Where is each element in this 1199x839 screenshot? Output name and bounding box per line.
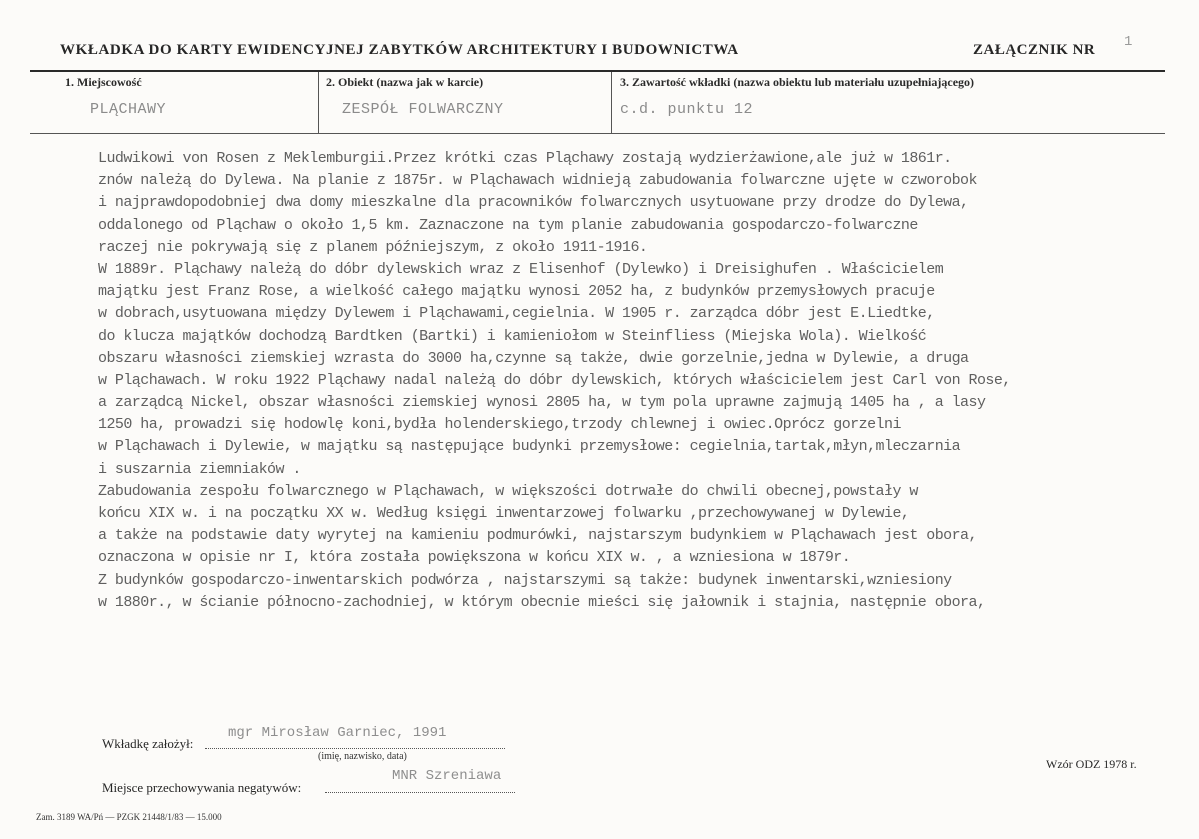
- text-line: a także na podstawie daty wyrytej na kamieniu podmurówki, najstarszym budynkiem w Pląchawach jest obora,: [98, 527, 977, 545]
- text-line: raczej nie pokrywają się z planem późniejszym, z około 1911-1916.: [98, 238, 648, 256]
- template-version: Wzór ODZ 1978 r.: [1046, 757, 1137, 771]
- location-label: 1. Miejscowość: [65, 75, 142, 89]
- storage-value: MNR Szreniawa: [392, 768, 502, 784]
- object-label: 2. Obiekt (nazwa jak w karcie): [326, 75, 484, 89]
- fields-rule: [30, 133, 1165, 134]
- text-line: majątku jest Franz Rose, a wielkość całego majątku wynosi 2052 ha, z budynków przemysłowych pracuje: [98, 283, 935, 301]
- text-line: i suszarnia ziemniaków .: [98, 460, 301, 478]
- object-value: ZESPÓŁ FOLWARCZNY: [342, 101, 504, 118]
- author-label: Wkładkę założył:: [102, 736, 194, 751]
- storage-label: Miejsce przechowywania negatywów:: [102, 780, 302, 795]
- attachment-number: 1: [1124, 34, 1133, 50]
- content-label: 3. Zawartość wkładki (nazwa obiektu lub materiału uzupełniającego): [620, 75, 975, 89]
- text-line: i najprawdopodobniej dwa domy mieszkalne dla pracowników folwarcznych usytuowane przy drodze do Dylewa,: [98, 194, 969, 212]
- text-line: w Pląchawach i Dylewie, w majątku są następujące budynki przemysłowe: cegielnia,tartak,młyn,mleczarnia: [98, 438, 961, 456]
- text-line: oddalonego od Pląchaw o około 1,5 km. Zaznaczone na tym planie zabudowania gospodarczo-folwarczne: [98, 216, 918, 234]
- text-line: w 1880r., w ścianie północno-zachodniej, w którym obecnie mieści się jałownik i stajnia, następnie obora,: [98, 593, 986, 611]
- field-divider: [611, 72, 612, 133]
- body-text: [98, 148, 1183, 614]
- content-value: c.d. punktu 12: [620, 101, 754, 118]
- text-line: obszaru własności ziemskiej wzrasta do 3000 ha,czynne są także, dwie gorzelnie,jedna w Dylewie, a druga: [98, 349, 969, 367]
- author-line: [205, 748, 505, 749]
- text-line: W 1889r. Pląchawy należą do dóbr dylewskich wraz z Elisenhof (Dylewko) i Dreisighufen . Właścicielem: [98, 260, 944, 278]
- text-line: Zabudowania zespołu folwarcznego w Pląchawach, w większości dotrwałe do chwili obecnej,powstały w: [98, 482, 918, 500]
- text-line: znów należą do Dylewa. Na planie z 1875r. w Pląchawach widnieją zabudowania folwarczne ujęte w czworobok: [98, 172, 977, 190]
- text-line: 1250 ha, prowadzi się hodowlę koni,bydła holenderskiego,trzody chlewnej i owiec.Oprócz gorzelni: [98, 416, 901, 434]
- storage-line: [325, 792, 515, 793]
- text-line: do klucza majątków dochodzą Bardtken (Bartki) i kamieniołom w Steinfliess (Miejska Wola). Wielkość: [98, 327, 927, 345]
- text-line: oznaczona w opisie nr I, która została powiększona w końcu XIX w. , a wzniesiona w 1879r.: [98, 549, 851, 567]
- text-line: Z budynków gospodarczo-inwentarskich podwórza , najstarszymi są także: budynek inwentarski,wzniesiony: [98, 571, 952, 589]
- form-title: WKŁADKA DO KARTY EWIDENCYJNEJ ZABYTKÓW ARCHITEKTURY I BUDOWNICTWA: [60, 42, 739, 58]
- header-rule: [30, 70, 1165, 72]
- attachment-label: ZAŁĄCZNIK NR: [973, 42, 1096, 58]
- text-line: a zarządcą Nickel, obszar własności ziemskiej wynosi 2805 ha, w tym pola uprawne zajmują 1405 ha , a lasy: [98, 394, 986, 412]
- text-line: w dobrach,usytuowana między Dylewem i Pląchawami,cegielnia. W 1905 r. zarządca dóbr jest E.Liedtke,: [98, 305, 935, 323]
- author-value: mgr Mirosław Garniec, 1991: [228, 725, 447, 741]
- text-line: końcu XIX w. i na początku XX w. Według księgi inwentarzowej folwarku ,przechowywanej w Dylewie,: [98, 505, 910, 522]
- text-line: w Pląchawach. W roku 1922 Pląchawy nadal należą do dóbr dylewskich, których właścicielem jest Carl von Rose,: [98, 371, 1011, 389]
- field-divider: [318, 72, 319, 133]
- print-info: Zam. 3189 WA/Pń — PZGK 21448/1/83 — 15.000: [36, 812, 222, 822]
- location-value: PLĄCHAWY: [90, 101, 167, 118]
- author-caption: (imię, nazwisko, data): [318, 751, 407, 762]
- text-line: Ludwikowi von Rosen z Meklemburgii.Przez krótki czas Pląchawy zostają wydzierżawione,ale już w 1861r.: [98, 150, 952, 167]
